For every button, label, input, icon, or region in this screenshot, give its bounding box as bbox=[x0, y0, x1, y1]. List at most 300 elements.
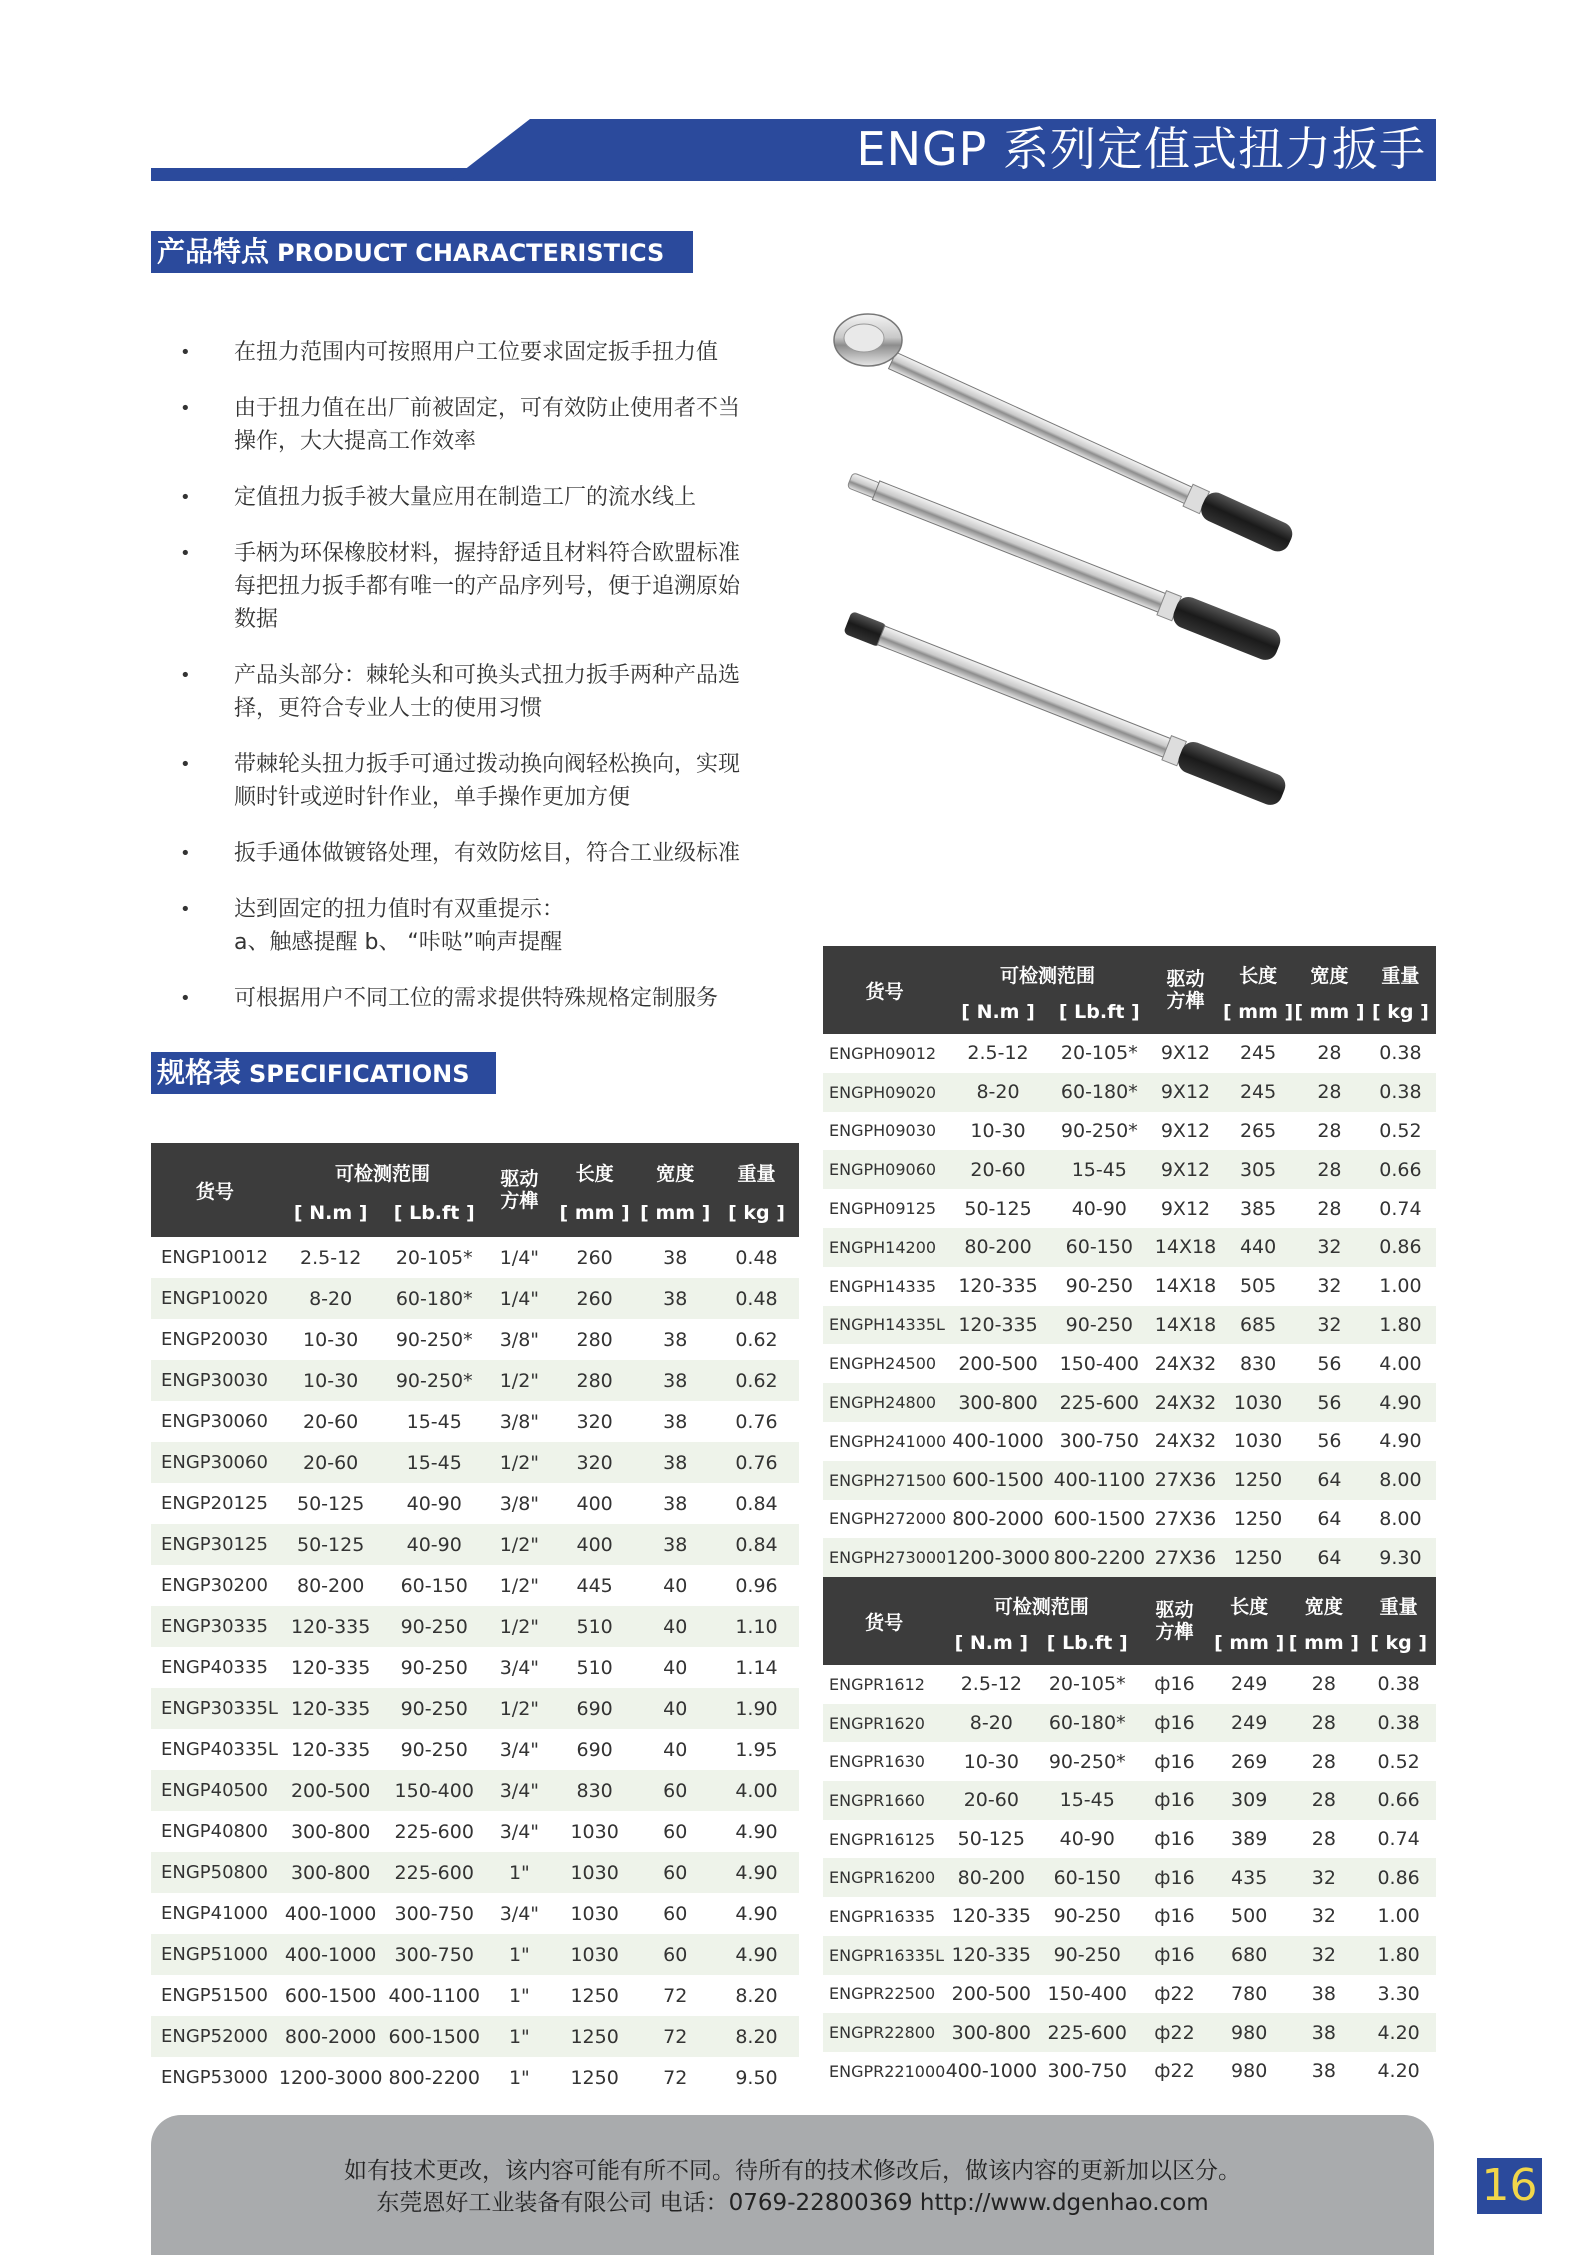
feature-text: 每把扭力扳手都有唯一的产品序列号，便于追溯原始 bbox=[234, 574, 741, 599]
product-code-cell: ENGP30200 bbox=[151, 1565, 279, 1606]
table-row bbox=[151, 1319, 799, 1360]
feature-text: 可根据用户不同工位的需求提供特殊规格定制服务 bbox=[234, 986, 719, 1011]
table-cell: 40 bbox=[637, 1606, 714, 1647]
product-code-cell: ENGP41000 bbox=[151, 1893, 279, 1934]
table-cell: 300-750 bbox=[382, 1934, 486, 1975]
table-cell: 40-90 bbox=[382, 1483, 486, 1524]
table-cell: 1/2" bbox=[486, 1688, 553, 1729]
table-cell: 1030 bbox=[553, 1934, 637, 1975]
footer bbox=[151, 2115, 1434, 2255]
table-cell: 245 bbox=[1222, 1073, 1294, 1112]
product-code-cell: ENGP30335L bbox=[151, 1688, 279, 1729]
table-cell: 269 bbox=[1212, 1742, 1287, 1781]
header-weight-unit: [ kg ] bbox=[1361, 1621, 1436, 1665]
feature-text: 操作，大大提高工作效率 bbox=[234, 429, 477, 454]
table-row bbox=[823, 1665, 1436, 1704]
table-cell: 1.80 bbox=[1365, 1306, 1436, 1345]
table-cell: 690 bbox=[553, 1729, 637, 1770]
table-cell: 1" bbox=[486, 1852, 553, 1893]
table-cell: 305 bbox=[1222, 1150, 1294, 1189]
table-cell: 32 bbox=[1287, 1897, 1362, 1936]
ratchet-wrench-icon bbox=[834, 314, 1296, 555]
table-cell: 27X36 bbox=[1149, 1538, 1222, 1577]
header-lbft: [ Lb.ft ] bbox=[1050, 990, 1149, 1034]
table-row bbox=[151, 1360, 799, 1401]
table-cell: 3/4" bbox=[486, 1729, 553, 1770]
table-row bbox=[151, 1688, 799, 1729]
table-cell: 60-150 bbox=[1037, 1858, 1137, 1897]
table-row bbox=[823, 1500, 1436, 1539]
table-cell: 15-45 bbox=[1037, 1781, 1137, 1820]
table-cell: 600-1500 bbox=[382, 2016, 486, 2057]
header-drive-line2: 方榫 bbox=[1166, 990, 1205, 1012]
product-code-cell: ENGP40335L bbox=[151, 1729, 279, 1770]
table-cell: 28 bbox=[1287, 1742, 1362, 1781]
table-cell: 14X18 bbox=[1149, 1228, 1222, 1267]
table-cell: 28 bbox=[1294, 1073, 1365, 1112]
table-row bbox=[151, 2057, 799, 2098]
bullet-icon: • bbox=[180, 487, 191, 508]
table-cell: 0.38 bbox=[1361, 1704, 1436, 1743]
table-cell: ф16 bbox=[1137, 1936, 1212, 1975]
header-length: 长度 bbox=[1212, 1577, 1287, 1621]
table-cell: 4.90 bbox=[1365, 1383, 1436, 1422]
table-cell: 0.38 bbox=[1365, 1073, 1436, 1112]
table-cell: 225-600 bbox=[1037, 2013, 1137, 2052]
table-cell: 1" bbox=[486, 1934, 553, 1975]
product-code-cell: ENGP30335 bbox=[151, 1606, 279, 1647]
table-cell: 1030 bbox=[553, 1893, 637, 1934]
table-cell: 32 bbox=[1294, 1267, 1365, 1306]
table-cell: 38 bbox=[637, 1442, 714, 1483]
table-row bbox=[823, 1461, 1436, 1500]
header-nm: [ N.m ] bbox=[946, 990, 1050, 1034]
table-cell: 0.74 bbox=[1365, 1189, 1436, 1228]
table-cell: 28 bbox=[1287, 1781, 1362, 1820]
header-code: 货号 bbox=[151, 1143, 279, 1237]
table-row bbox=[823, 1034, 1436, 1073]
product-code-cell: ENGP40500 bbox=[151, 1770, 279, 1811]
table-row bbox=[823, 1189, 1436, 1228]
header-length-unit: [ mm ] bbox=[1212, 1621, 1287, 1665]
table-cell: 14X18 bbox=[1149, 1267, 1222, 1306]
table-row bbox=[151, 1278, 799, 1319]
table-cell: 120-335 bbox=[279, 1729, 383, 1770]
table-cell: 4.20 bbox=[1361, 2052, 1436, 2091]
table-cell: ф16 bbox=[1137, 1704, 1212, 1743]
table-cell: 0.52 bbox=[1365, 1112, 1436, 1151]
table-cell: 38 bbox=[1287, 2052, 1362, 2091]
table-cell: 90-250 bbox=[1050, 1306, 1149, 1345]
table-cell: 2.5-12 bbox=[946, 1034, 1050, 1073]
product-code-cell: ENGPR1612 bbox=[823, 1665, 945, 1704]
torque-wrench-image bbox=[820, 290, 1420, 880]
table-cell: 0.38 bbox=[1365, 1034, 1436, 1073]
table-cell: 120-335 bbox=[945, 1936, 1037, 1975]
table-cell: 600-1500 bbox=[279, 1975, 383, 2016]
table-cell: 38 bbox=[637, 1524, 714, 1565]
table-cell: 80-200 bbox=[279, 1565, 383, 1606]
feature-item bbox=[180, 392, 790, 458]
header-width-unit: [ mm ] bbox=[1294, 990, 1365, 1034]
table-cell: 4.20 bbox=[1361, 2013, 1436, 2052]
product-code-cell: ENGPH14335 bbox=[823, 1267, 946, 1306]
table-row bbox=[823, 1538, 1436, 1577]
product-code-cell: ENGP20030 bbox=[151, 1319, 279, 1360]
table-cell: 2.5-12 bbox=[945, 1665, 1037, 1704]
engph-table-body bbox=[823, 1034, 1436, 1577]
table-row bbox=[151, 1934, 799, 1975]
table-cell: 3/4" bbox=[486, 1647, 553, 1688]
table-cell: 300-800 bbox=[279, 1811, 383, 1852]
table-cell: 20-60 bbox=[946, 1150, 1050, 1189]
table-cell: 20-105* bbox=[1050, 1034, 1149, 1073]
table-cell: 0.48 bbox=[714, 1237, 799, 1278]
table-cell: 385 bbox=[1222, 1189, 1294, 1228]
table-cell: 4.00 bbox=[714, 1770, 799, 1811]
table-cell: 1.00 bbox=[1365, 1267, 1436, 1306]
header-range: 可检测范围 bbox=[946, 946, 1149, 990]
table-cell: 1030 bbox=[1222, 1422, 1294, 1461]
table-cell: 780 bbox=[1212, 1975, 1287, 2014]
table-cell: 200-500 bbox=[945, 1975, 1037, 2014]
table-cell: 40-90 bbox=[382, 1524, 486, 1565]
product-code-cell: ENGP40335 bbox=[151, 1647, 279, 1688]
table-cell: 56 bbox=[1294, 1344, 1365, 1383]
table-cell: 400-1000 bbox=[279, 1893, 383, 1934]
bullet-icon: • bbox=[180, 988, 191, 1009]
table-cell: 1030 bbox=[1222, 1383, 1294, 1422]
table-cell: 90-250* bbox=[1050, 1112, 1149, 1151]
table-cell: 1250 bbox=[1222, 1500, 1294, 1539]
table-cell: 225-600 bbox=[1050, 1383, 1149, 1422]
table-cell: 9.50 bbox=[714, 2057, 799, 2098]
table-cell: 120-335 bbox=[946, 1267, 1050, 1306]
feature-text: 在扭力范围内可按照用户工位要求固定扳手扭力值 bbox=[234, 340, 719, 365]
product-code-cell: ENGPH14200 bbox=[823, 1228, 946, 1267]
table-cell: 400-1100 bbox=[382, 1975, 486, 2016]
table-row bbox=[823, 1267, 1436, 1306]
table-cell: 60-180* bbox=[1050, 1073, 1149, 1112]
table-row bbox=[151, 1401, 799, 1442]
table-cell: ф16 bbox=[1137, 1858, 1212, 1897]
table-cell: 1.10 bbox=[714, 1606, 799, 1647]
table-cell: 38 bbox=[1287, 2013, 1362, 2052]
table-cell: 1/4" bbox=[486, 1278, 553, 1319]
table-cell: 38 bbox=[1287, 1975, 1362, 2014]
table-row bbox=[151, 1442, 799, 1483]
product-code-cell: ENGPH09125 bbox=[823, 1189, 946, 1228]
table-row bbox=[823, 1742, 1436, 1781]
header-drive-line2: 方榫 bbox=[1155, 1621, 1194, 1643]
table-cell: 40 bbox=[637, 1647, 714, 1688]
table-cell: 9X12 bbox=[1149, 1112, 1222, 1151]
header-width: 宽度 bbox=[637, 1143, 714, 1189]
table-cell: 260 bbox=[553, 1237, 637, 1278]
table-cell: 90-250 bbox=[1037, 1897, 1137, 1936]
table-cell: 400-1000 bbox=[946, 1422, 1050, 1461]
header-width: 宽度 bbox=[1287, 1577, 1362, 1621]
feature-item bbox=[180, 982, 790, 1015]
table-cell: 3/8" bbox=[486, 1483, 553, 1524]
table-cell: 40 bbox=[637, 1688, 714, 1729]
table-cell: 280 bbox=[553, 1319, 637, 1360]
product-code-cell: ENGP30060 bbox=[151, 1401, 279, 1442]
table-row bbox=[823, 1228, 1436, 1267]
product-code-cell: ENGP51000 bbox=[151, 1934, 279, 1975]
table-cell: 1250 bbox=[553, 2057, 637, 2098]
table-cell: 9X12 bbox=[1149, 1034, 1222, 1073]
table-cell: 28 bbox=[1294, 1034, 1365, 1073]
table-cell: 300-800 bbox=[945, 2013, 1037, 2052]
product-code-cell: ENGP50800 bbox=[151, 1852, 279, 1893]
engph-spec-table bbox=[823, 946, 1436, 1577]
table-row bbox=[823, 1858, 1436, 1897]
table-row bbox=[151, 1524, 799, 1565]
table-cell: 3/4" bbox=[486, 1811, 553, 1852]
table-row bbox=[151, 1852, 799, 1893]
table-row bbox=[151, 1647, 799, 1688]
table-cell: 1/2" bbox=[486, 1360, 553, 1401]
feature-list bbox=[180, 336, 790, 1038]
header-range: 可检测范围 bbox=[279, 1143, 486, 1189]
header-width-unit: [ mm ] bbox=[1287, 1621, 1362, 1665]
engp-table-body bbox=[151, 1237, 799, 2098]
table-cell: 0.96 bbox=[714, 1565, 799, 1606]
product-code-cell: ENGPR16335L bbox=[823, 1936, 945, 1975]
header-nm: [ N.m ] bbox=[945, 1621, 1037, 1665]
feature-text: 带棘轮头扭力扳手可通过拨动换向阀轻松换向，实现 bbox=[234, 752, 741, 777]
product-code-cell: ENGPH09060 bbox=[823, 1150, 946, 1189]
table-cell: 90-250 bbox=[382, 1606, 486, 1647]
table-cell: 24X32 bbox=[1149, 1383, 1222, 1422]
table-cell: 90-250* bbox=[382, 1360, 486, 1401]
table-cell: 120-335 bbox=[279, 1606, 383, 1647]
table-cell: 10-30 bbox=[946, 1112, 1050, 1151]
table-cell: 505 bbox=[1222, 1267, 1294, 1306]
table-cell: 265 bbox=[1222, 1112, 1294, 1151]
table-cell: 64 bbox=[1294, 1500, 1365, 1539]
table-cell: 1.00 bbox=[1361, 1897, 1436, 1936]
table-cell: 1" bbox=[486, 2016, 553, 2057]
table-cell: 0.66 bbox=[1365, 1150, 1436, 1189]
table-cell: 20-60 bbox=[279, 1401, 383, 1442]
table-row bbox=[151, 1729, 799, 1770]
table-row bbox=[823, 1112, 1436, 1151]
table-row bbox=[151, 1811, 799, 1852]
characteristics-title-cn: 产品特点 bbox=[157, 235, 270, 268]
table-cell: 60-150 bbox=[1050, 1228, 1149, 1267]
table-cell: 150-400 bbox=[1037, 1975, 1137, 2014]
table-row bbox=[823, 1422, 1436, 1461]
table-cell: 72 bbox=[637, 1975, 714, 2016]
header-drive-line1: 驱动 bbox=[1155, 1599, 1194, 1621]
table-cell: 90-250 bbox=[382, 1688, 486, 1729]
table-cell: 280 bbox=[553, 1360, 637, 1401]
product-code-cell: ENGP10020 bbox=[151, 1278, 279, 1319]
feature-text: 由于扭力值在出厂前被固定，可有效防止使用者不当 bbox=[234, 396, 741, 421]
header-weight-unit: [ kg ] bbox=[1365, 990, 1436, 1034]
table-cell: 0.76 bbox=[714, 1442, 799, 1483]
specifications-heading bbox=[151, 1052, 496, 1094]
table-row bbox=[151, 1606, 799, 1647]
table-cell: 225-600 bbox=[382, 1852, 486, 1893]
bullet-icon: • bbox=[180, 899, 191, 920]
table-cell: 60-150 bbox=[382, 1565, 486, 1606]
table-cell: 32 bbox=[1287, 1936, 1362, 1975]
product-code-cell: ENGPH14335L bbox=[823, 1306, 946, 1345]
table-row bbox=[823, 1306, 1436, 1345]
bullet-icon: • bbox=[180, 665, 191, 686]
table-cell: 80-200 bbox=[945, 1858, 1037, 1897]
table-cell: 72 bbox=[637, 2016, 714, 2057]
header-drive bbox=[1149, 946, 1222, 1034]
table-cell: 300-800 bbox=[946, 1383, 1050, 1422]
bullet-icon: • bbox=[180, 398, 191, 419]
table-cell: 60 bbox=[637, 1852, 714, 1893]
table-cell: 8.00 bbox=[1365, 1500, 1436, 1539]
table-cell: 320 bbox=[553, 1401, 637, 1442]
table-row bbox=[823, 1383, 1436, 1422]
table-cell: 50-125 bbox=[279, 1483, 383, 1524]
table-cell: 1030 bbox=[553, 1852, 637, 1893]
product-code-cell: ENGPH272000 bbox=[823, 1500, 946, 1539]
table-cell: 38 bbox=[637, 1360, 714, 1401]
table-cell: 800-2000 bbox=[946, 1500, 1050, 1539]
table-cell: ф22 bbox=[1137, 2013, 1212, 2052]
table-cell: 1/2" bbox=[486, 1565, 553, 1606]
header-nm: [ N.m ] bbox=[279, 1189, 383, 1237]
table-cell: 300-750 bbox=[382, 1893, 486, 1934]
table-cell: 28 bbox=[1294, 1150, 1365, 1189]
feature-item bbox=[180, 537, 790, 636]
table-cell: 8.20 bbox=[714, 1975, 799, 2016]
table-row bbox=[823, 1897, 1436, 1936]
table-cell: 0.38 bbox=[1361, 1665, 1436, 1704]
table-cell: 0.76 bbox=[714, 1401, 799, 1442]
header-length-unit: [ mm ] bbox=[1222, 990, 1294, 1034]
header-lbft: [ Lb.ft ] bbox=[382, 1189, 486, 1237]
table-cell: 40 bbox=[637, 1729, 714, 1770]
feature-item bbox=[180, 659, 790, 725]
feature-text: a、触感提醒 b、 “咔哒”响声提醒 bbox=[234, 930, 563, 955]
table-cell: 28 bbox=[1287, 1704, 1362, 1743]
header-lbft: [ Lb.ft ] bbox=[1037, 1621, 1137, 1665]
table-cell: 50-125 bbox=[945, 1820, 1037, 1859]
table-cell: 20-60 bbox=[945, 1781, 1037, 1820]
page-number: 16 bbox=[1477, 2158, 1542, 2214]
table-cell: ф16 bbox=[1137, 1742, 1212, 1781]
table-cell: 60 bbox=[637, 1934, 714, 1975]
header-drive-line1: 驱动 bbox=[1166, 968, 1205, 990]
table-cell: 120-335 bbox=[279, 1647, 383, 1688]
table-cell: 690 bbox=[553, 1688, 637, 1729]
table-cell: 680 bbox=[1212, 1936, 1287, 1975]
feature-text: 达到固定的扭力值时有双重提示： bbox=[234, 897, 565, 922]
header-drive-line2: 方榫 bbox=[500, 1190, 539, 1212]
table-row bbox=[823, 1781, 1436, 1820]
table-cell: 3/4" bbox=[486, 1770, 553, 1811]
table-cell: 50-125 bbox=[279, 1524, 383, 1565]
table-cell: 90-250* bbox=[382, 1319, 486, 1360]
header-weight-unit: [ kg ] bbox=[714, 1189, 799, 1237]
engp-spec-table bbox=[151, 1143, 799, 2098]
table-cell: 0.86 bbox=[1365, 1228, 1436, 1267]
table-row bbox=[823, 2013, 1436, 2052]
feature-text: 顺时针或逆时针作业，单手操作更加方便 bbox=[234, 785, 631, 810]
table-cell: 830 bbox=[553, 1770, 637, 1811]
table-cell: 3/8" bbox=[486, 1401, 553, 1442]
table-cell: 510 bbox=[553, 1647, 637, 1688]
table-cell: 980 bbox=[1212, 2013, 1287, 2052]
table-row bbox=[823, 2052, 1436, 2091]
table-cell: 56 bbox=[1294, 1422, 1365, 1461]
table-cell: 60 bbox=[637, 1811, 714, 1852]
table-cell: 8-20 bbox=[945, 1704, 1037, 1743]
table-row bbox=[823, 1975, 1436, 2014]
table-cell: 15-45 bbox=[1050, 1150, 1149, 1189]
table-cell: 0.84 bbox=[714, 1524, 799, 1565]
table-cell: 389 bbox=[1212, 1820, 1287, 1859]
product-code-cell: ENGP52000 bbox=[151, 2016, 279, 2057]
table-cell: 1250 bbox=[1222, 1461, 1294, 1500]
table-row bbox=[151, 1893, 799, 1934]
table-cell: 400-1000 bbox=[279, 1934, 383, 1975]
table-cell: 10-30 bbox=[945, 1742, 1037, 1781]
table-row bbox=[151, 1237, 799, 1278]
table-cell: 8-20 bbox=[279, 1278, 383, 1319]
table-cell: 9X12 bbox=[1149, 1073, 1222, 1112]
header-weight: 重量 bbox=[1365, 946, 1436, 990]
header-weight: 重量 bbox=[1361, 1577, 1436, 1621]
table-cell: 60-180* bbox=[1037, 1704, 1137, 1743]
table-cell: 4.90 bbox=[714, 1893, 799, 1934]
header-drive bbox=[1137, 1577, 1212, 1665]
table-row bbox=[823, 1073, 1436, 1112]
feature-text: 定值扭力扳手被大量应用在制造工厂的流水线上 bbox=[234, 485, 697, 510]
product-code-cell: ENGPR22500 bbox=[823, 1975, 945, 2014]
footer-notice: 如有技术更改，该内容可能有所不同。待所有的技术修改后，做该内容的更新加以区分。 bbox=[344, 2158, 1241, 2184]
table-cell: 9X12 bbox=[1149, 1189, 1222, 1228]
feature-text: 扳手通体做镀铬处理，有效防炫目，符合工业级标准 bbox=[234, 841, 741, 866]
table-cell: 14X18 bbox=[1149, 1306, 1222, 1345]
table-cell: 28 bbox=[1294, 1112, 1365, 1151]
table-cell: 10-30 bbox=[279, 1319, 383, 1360]
table-cell: 2.5-12 bbox=[279, 1237, 383, 1278]
table-cell: 4.90 bbox=[714, 1852, 799, 1893]
feature-text: 数据 bbox=[234, 607, 279, 632]
table-cell: 1/2" bbox=[486, 1524, 553, 1565]
table-row bbox=[151, 1483, 799, 1524]
feature-text: 手柄为环保橡胶材料，握持舒适且材料符合欧盟标准 bbox=[234, 541, 741, 566]
specifications-title-en: SPECIFICATIONS bbox=[249, 1060, 470, 1088]
product-code-cell: ENGPR22800 bbox=[823, 2013, 945, 2052]
table-cell: 28 bbox=[1287, 1665, 1362, 1704]
header-code: 货号 bbox=[823, 1577, 945, 1665]
product-code-cell: ENGP51500 bbox=[151, 1975, 279, 2016]
footer-contact: 东莞恩好工业装备有限公司 电话：0769-22800369 http://www.dgenhao.com bbox=[376, 2190, 1209, 2216]
table-cell: 72 bbox=[637, 2057, 714, 2098]
table-cell: 440 bbox=[1222, 1228, 1294, 1267]
feature-item bbox=[180, 336, 790, 369]
table-cell: 0.84 bbox=[714, 1483, 799, 1524]
table-cell: 1250 bbox=[553, 1975, 637, 2016]
table-cell: 320 bbox=[553, 1442, 637, 1483]
table-cell: 15-45 bbox=[382, 1401, 486, 1442]
table-cell: 1250 bbox=[553, 2016, 637, 2057]
table-row bbox=[823, 1936, 1436, 1975]
header-length-unit: [ mm ] bbox=[553, 1189, 637, 1237]
